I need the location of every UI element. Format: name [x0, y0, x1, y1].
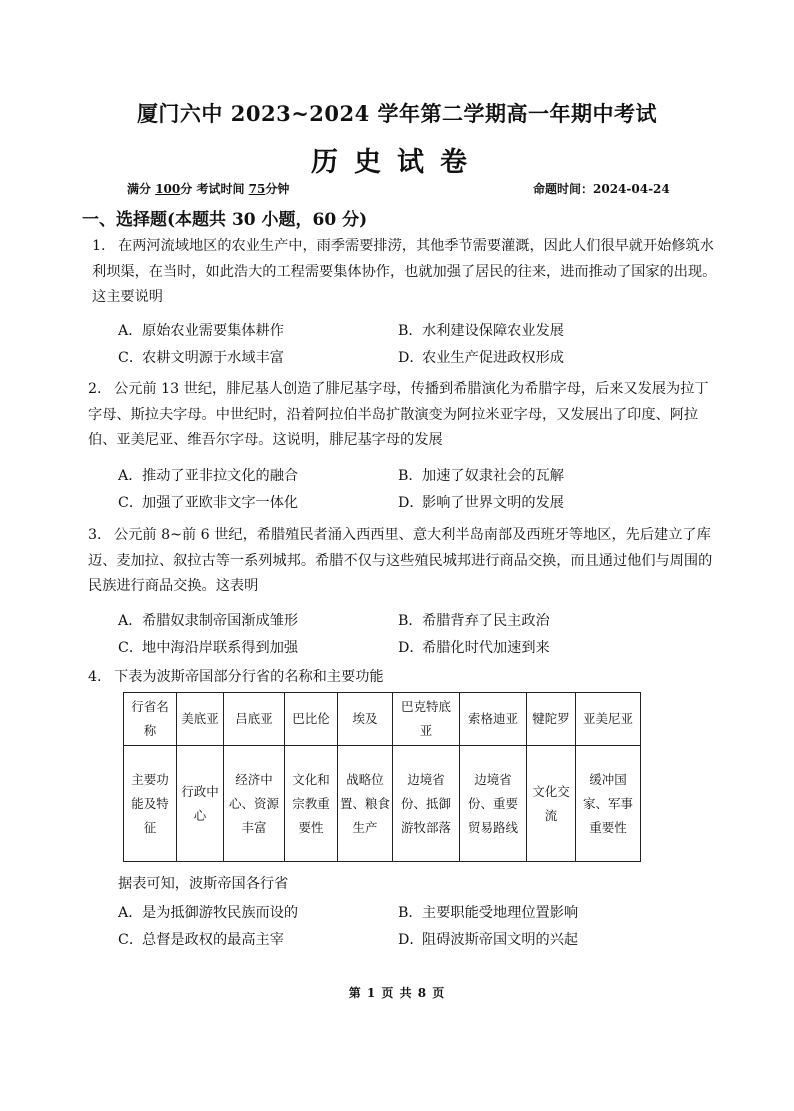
option-d: D．影响了世界文明的发展	[398, 495, 564, 511]
exam-info	[127, 180, 289, 197]
question-number: 3.	[88, 527, 102, 543]
question-text: 下表为波斯帝国部分行省的名称和主要功能	[114, 669, 384, 685]
table-cell: 战略位置、粮食生产	[338, 746, 393, 862]
page-title: 厦门六中 2023~2024 学年第二学期高一年期中考试	[136, 101, 658, 126]
option-b: B．希腊背弃了民主政治	[398, 613, 550, 629]
time-label: 考试时间	[196, 182, 245, 196]
table-row	[124, 693, 641, 746]
province-table	[123, 692, 641, 862]
table-cell: 行政中心	[177, 746, 224, 862]
table-cell: 文化和宗教重要性	[285, 746, 338, 862]
table-cell: 巴比伦	[285, 693, 338, 746]
section-title: 一、选择题(本题共 30 小题，60 分)	[82, 210, 368, 230]
question-1	[92, 234, 720, 311]
question-4-followup: 据表可知，波斯帝国各行省	[118, 876, 289, 892]
option-b: B．水利建设保障农业发展	[398, 323, 564, 339]
option-d: D．阻碍波斯帝国文明的兴起	[398, 932, 579, 948]
question-3	[88, 523, 720, 600]
option-c: C．农耕文明源于水域丰富	[118, 350, 284, 366]
table-cell: 埃及	[338, 693, 393, 746]
table-row	[124, 746, 641, 862]
time-value: 75	[248, 182, 266, 196]
table-cell: 巴克特底亚	[393, 693, 460, 746]
score-unit: 分	[180, 182, 193, 196]
option-a: A．是为抵御游牧民族而设的	[118, 905, 299, 921]
option-b: B．主要职能受地理位置影响	[398, 905, 579, 921]
question-1-options	[118, 318, 718, 372]
time-unit: 分钟	[265, 182, 290, 196]
table-cell: 经济中心、资源丰富	[224, 746, 285, 862]
table-cell: 犍陀罗	[527, 693, 576, 746]
question-2	[88, 377, 720, 454]
table-cell: 行省名称	[124, 693, 177, 746]
question-3-options	[118, 608, 718, 662]
option-c: C．总督是政权的最高主宰	[118, 932, 284, 948]
option-c: C．加强了亚欧非文字一体化	[118, 495, 299, 511]
score-value: 100	[155, 182, 181, 196]
table-cell: 亚美尼亚	[576, 693, 641, 746]
question-text: 在两河流域地区的农业生产中，雨季需要排涝，其他季节需要灌溉，因此人们很早就开始修筑水利坝渠，在当时，如此浩大的工程需要集体协作，也就加强了居民的往来，进而推动了国家的出现。这主要说明	[92, 238, 717, 305]
table-cell: 索格迪亚	[460, 693, 527, 746]
option-a: A．希腊奴隶制帝国渐成雏形	[118, 613, 299, 629]
question-number: 1.	[92, 238, 106, 254]
option-a: A．推动了亚非拉文化的融合	[118, 468, 299, 484]
score-label: 满分	[127, 182, 152, 196]
subject-title: 历史试卷	[311, 147, 483, 178]
option-d: D．农业生产促进政权形成	[398, 350, 564, 366]
table-cell: 边境省份、抵御游牧部落	[393, 746, 460, 862]
question-4-options	[118, 900, 718, 954]
question-text: 公元前 13 世纪，腓尼基人创造了腓尼基字母，传播到希腊演化为希腊字母，后来又发展为拉丁字母、斯拉夫字母。中世纪时，沿着阿拉伯半岛扩散演变为阿拉米亚字母，又发展出了印度、阿拉伯、亚美尼亚、维吾尔字母。这说明，腓尼基字母的发展	[88, 381, 709, 448]
table-cell: 吕底亚	[224, 693, 285, 746]
page-footer: 第 1 页 共 8 页	[348, 986, 446, 1000]
exam-date: 命题时间：2024-04-24	[533, 182, 670, 196]
option-c: C．地中海沿岸联系得到加强	[118, 640, 299, 656]
table-cell: 缓冲国家、军事重要性	[576, 746, 641, 862]
question-number: 2.	[88, 381, 102, 397]
option-d: D．希腊化时代加速到来	[398, 640, 550, 656]
option-b: B．加速了奴隶社会的瓦解	[398, 468, 564, 484]
option-a: A．原始农业需要集体耕作	[118, 323, 284, 339]
table-cell: 文化交流	[527, 746, 576, 862]
table-cell: 边境省份、重要贸易路线	[460, 746, 527, 862]
question-text: 公元前 8~前 6 世纪，希腊殖民者涌入西西里、意大利半岛南部及西班牙等地区，先后建立了库迈、麦加拉、叙拉古等一系列城邦。希腊不仅与这些殖民城邦进行商品交换，而且通过他们与周围的民族进行商品交换。这表明	[88, 527, 713, 594]
question-2-options	[118, 463, 718, 517]
question-4	[88, 665, 720, 691]
table-cell: 美底亚	[177, 693, 224, 746]
table-cell: 主要功能及特征	[124, 746, 177, 862]
question-number: 4.	[88, 669, 102, 685]
